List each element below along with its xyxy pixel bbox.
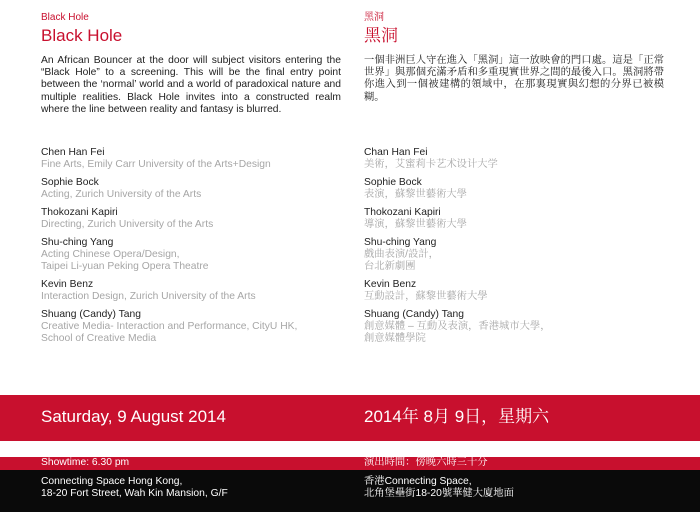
credit-name: Shu-ching Yang <box>41 237 114 248</box>
english-credits <box>41 147 341 351</box>
credit-detail: Creative Media- Interaction and Performance, CityU HK, School of Creative Media <box>41 321 298 344</box>
date-banner <box>0 395 700 441</box>
english-kicker: Black Hole <box>41 12 89 23</box>
showtime-bar <box>0 457 700 470</box>
english-title: Black Hole <box>41 26 123 45</box>
credit-name: Shuang (Candy) Tang <box>364 309 464 320</box>
credit-detail: Acting Chinese Opera/Design, Taipei Li-yuan Peking Opera Theatre <box>41 249 209 272</box>
credit-entry <box>364 147 664 171</box>
credit-name: Shu-ching Yang <box>364 237 437 248</box>
english-showtime: Showtime: 6.30 pm <box>41 457 130 468</box>
credit-entry <box>41 309 341 345</box>
credit-detail: 創意媒體 – 互動及表演，香港城市大學， 創意媒體學院 <box>364 321 551 344</box>
chinese-date: 2014年 8月 9日，星期六 <box>364 407 550 426</box>
credit-detail: 表演，蘇黎世藝術大學 <box>364 189 467 200</box>
credit-detail: Fine Arts, Emily Carr University of the Arts+Design <box>41 159 271 170</box>
credit-name: Kevin Benz <box>364 279 417 290</box>
credit-entry <box>41 147 341 171</box>
credit-entry <box>364 207 664 231</box>
credit-entry <box>41 207 341 231</box>
chinese-title: 黑洞 <box>364 26 398 45</box>
credit-name: Kevin Benz <box>41 279 94 290</box>
english-date: Saturday, 9 August 2014 <box>41 407 226 426</box>
credit-detail: 導演，蘇黎世藝術大學 <box>364 219 467 230</box>
credit-name: Thokozani Kapiri <box>41 207 118 218</box>
chinese-intro <box>364 12 664 104</box>
credit-name: Thokozani Kapiri <box>364 207 441 218</box>
chinese-showtime: 演出時間：傍晚六時三十分 <box>364 457 488 468</box>
credit-detail: Acting, Zurich University of the Arts <box>41 189 202 200</box>
credit-name: Chen Han Fei <box>41 147 105 158</box>
credit-entry <box>41 279 341 303</box>
credit-name: Shuang (Candy) Tang <box>41 309 141 320</box>
english-description: An African Bouncer at the door will subject visitors entering the “Black Hole” to a screening. This will be the final entry point between the ‘normal’ world and a world of paradoxical nature and multiple realities. Black Hole invites into a constructed realm where the line between reality and fantasy is blurred. <box>41 55 341 115</box>
credit-detail: Directing, Zurich University of the Arts <box>41 219 214 230</box>
credit-entry <box>364 279 664 303</box>
credit-name: Chan Han Fei <box>364 147 428 158</box>
credit-detail: 互動設計，蘇黎世藝術大學 <box>364 291 488 302</box>
credit-entry <box>41 177 341 201</box>
credit-detail: Interaction Design, Zurich University of the Arts <box>41 291 256 302</box>
chinese-description: 一個非洲巨人守在進入「黑洞」這一放映會的門口處。這是「正常世界」與那個充滿矛盾和多重現實世界之間的最後入口。黑洞將帶你進入到一個被建構的領域中，在那裏現實與幻想的分界已被模糊。 <box>364 55 664 103</box>
credit-name: Sophie Bock <box>364 177 422 188</box>
english-venue: Connecting Space Hong Kong, 18-20 Fort Street, Wah Kin Mansion, G/F <box>41 476 228 499</box>
credit-entry <box>41 237 341 273</box>
credit-entry <box>364 309 664 345</box>
credit-entry <box>364 237 664 273</box>
chinese-venue: 香港Connecting Space, 北角堡壘街18-20號華健大廈地面 <box>364 476 514 499</box>
venue-bar <box>0 470 700 512</box>
credit-detail: 美術，艾蜜莉卡艺术设计大学 <box>364 159 498 170</box>
english-intro <box>41 12 341 116</box>
credit-entry <box>364 177 664 201</box>
chinese-kicker: 黑洞 <box>364 12 384 23</box>
credit-name: Sophie Bock <box>41 177 99 188</box>
chinese-credits <box>364 147 664 351</box>
credit-detail: 戲曲表演/設計， 台北新劇團 <box>364 249 439 272</box>
